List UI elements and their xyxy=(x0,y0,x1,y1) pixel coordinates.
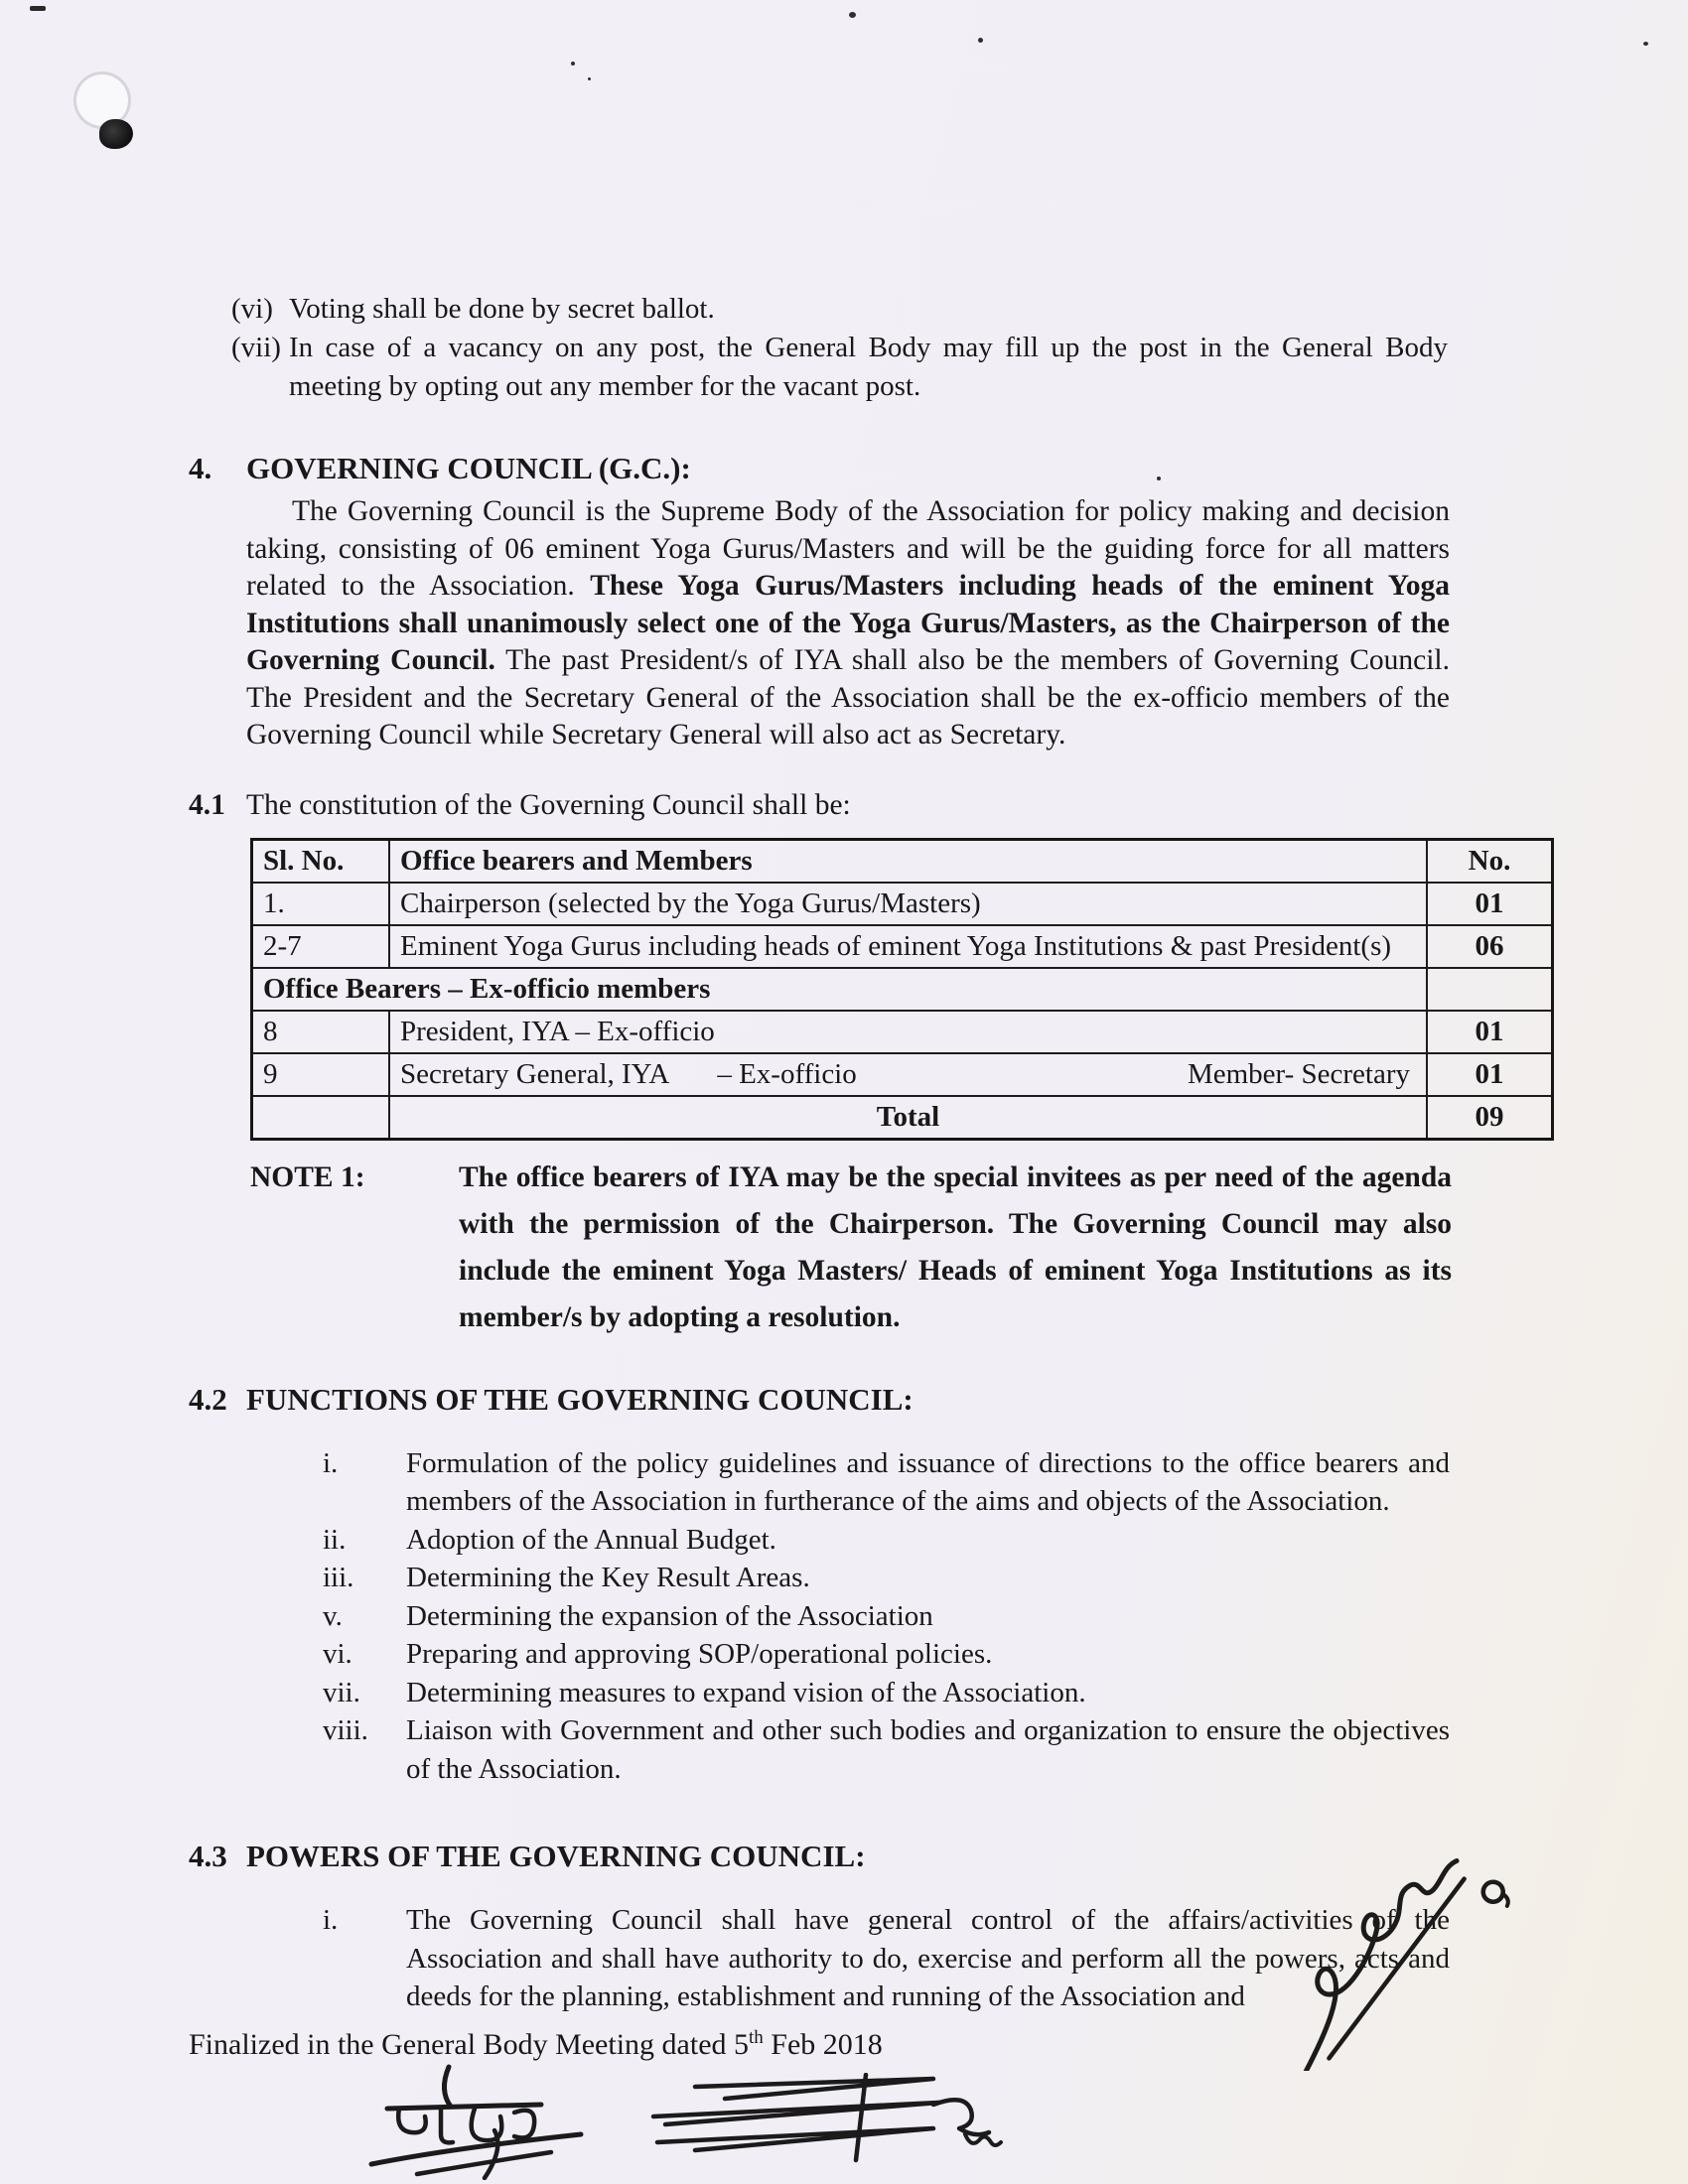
footer-superscript: th xyxy=(749,2027,764,2048)
function-item xyxy=(323,1635,1450,1674)
cell-sl: 8 xyxy=(252,1011,390,1053)
function-item-text: Adoption of the Annual Budget. xyxy=(406,1523,776,1556)
cell-desc: President, IYA – Ex-officio xyxy=(389,1011,1427,1053)
function-item-text: Preparing and approving SOP/operational policies. xyxy=(406,1638,993,1670)
paragraph-text: The Governing Council is the Supreme Body of the Association for policy making and decision taking, consisting of 06 eminent Yoga Gurus/Masters and will be the guiding force for all matters related to the Association. xyxy=(246,495,1450,602)
table-header-row xyxy=(252,839,1553,883)
signature-right xyxy=(1261,1843,1559,2076)
note-1-label: NOTE 1: xyxy=(250,1160,365,1193)
section-4-2-number: 4.2 xyxy=(189,1381,227,1417)
document-body xyxy=(0,290,1688,2016)
function-item-label: vi. xyxy=(323,1638,352,1670)
signature-center xyxy=(635,2073,1003,2177)
function-item xyxy=(323,1559,1450,1597)
function-item-label: vii. xyxy=(323,1676,360,1708)
header-no: No. xyxy=(1427,839,1553,883)
row9-member-secretary: Member- Secretary xyxy=(1187,1057,1410,1090)
section-4-paragraph xyxy=(246,493,1450,754)
header-sl-no: Sl. No. xyxy=(252,839,390,883)
function-item-label: i. xyxy=(323,1446,339,1479)
section-4-number: 4. xyxy=(189,451,212,485)
cell-no: 01 xyxy=(1427,883,1553,925)
clause-vi-label: (vi) xyxy=(231,293,273,325)
function-item-text: Determining the expansion of the Association xyxy=(406,1599,933,1632)
section-4-2-title: FUNCTIONS OF THE GOVERNING COUNCIL: xyxy=(246,1381,914,1417)
clause-vii-text: In case of a vacancy on any post, the General Body may fill up the post in the General Body meeting by opting out any member for the vacant post. xyxy=(289,332,1448,402)
scan-speck xyxy=(1643,42,1648,46)
cell-no: 01 xyxy=(1427,1011,1553,1053)
scan-speck xyxy=(571,62,575,66)
function-item-text: Liaison with Government and other such bodies and organization to ensure the objectives of the Association. xyxy=(406,1714,1450,1785)
total-label: Total xyxy=(389,1096,1427,1140)
section-4-heading xyxy=(189,446,1688,491)
clause-vii xyxy=(231,329,1448,406)
footer-text: Feb 2018 xyxy=(763,2028,883,2061)
section-4-1-heading xyxy=(189,782,1688,828)
scan-corner-mark xyxy=(30,6,46,11)
footer-text: Finalized in the General Body Meeting dated 5 xyxy=(189,2028,750,2061)
signature-left xyxy=(357,2061,616,2184)
section-4-1-title: The constitution of the Governing Council shall be: xyxy=(246,788,851,821)
scan-speck xyxy=(978,38,983,43)
ink-dot xyxy=(99,119,133,149)
total-value: 09 xyxy=(1427,1096,1553,1140)
footer-note xyxy=(189,2027,883,2062)
table-row xyxy=(252,1053,1553,1096)
section-4-1-number: 4.1 xyxy=(189,788,225,821)
function-item-label: viii. xyxy=(323,1714,368,1746)
function-item-label: ii. xyxy=(323,1523,347,1556)
table-row xyxy=(252,1011,1553,1053)
section-4-3-title: POWERS OF THE GOVERNING COUNCIL: xyxy=(246,1839,866,1873)
cell-sl: 2-7 xyxy=(252,925,390,968)
cell-sl: 1. xyxy=(252,883,390,925)
function-item xyxy=(323,1521,1450,1560)
cell-desc: Chairperson (selected by the Yoga Gurus/Masters) xyxy=(389,883,1427,925)
cell-sl-empty xyxy=(252,1096,390,1140)
paragraph-bold-text: These Yoga Gurus/Masters including heads of the eminent Yoga Institutions shall unanimously select one of the Yoga Gurus/Masters, as the Chairperson of the Governing Council. xyxy=(246,570,1450,676)
power-item-text: The Governing Council shall have general control of the affairs/activities of the Association and shall have authority to do, exercise and perform all the powers, acts and deeds for the planning, establishment and running of the Association and xyxy=(406,1904,1450,2012)
clause-vi xyxy=(231,290,1448,329)
function-item xyxy=(323,1711,1450,1788)
function-item xyxy=(323,1444,1450,1521)
function-item-label: v. xyxy=(323,1599,343,1632)
table-row xyxy=(252,883,1553,925)
cell-desc: Eminent Yoga Gurus including heads of eminent Yoga Institutions & past President(s) xyxy=(389,925,1427,968)
cell-no: 01 xyxy=(1427,1053,1553,1096)
section-4-3-number: 4.3 xyxy=(189,1839,227,1873)
section-4-title: GOVERNING COUNCIL (G.C.): xyxy=(246,451,691,485)
function-item-text: Formulation of the policy guidelines and issuance of directions to the office bearers and members of the Association in furtherance of the aims and objects of the Association. xyxy=(406,1446,1450,1517)
power-item-label: i. xyxy=(323,1904,339,1936)
scan-speck xyxy=(588,77,591,80)
span-row-label: Office Bearers – Ex-officio members xyxy=(252,968,1428,1011)
cell-desc xyxy=(389,1053,1427,1096)
table-row xyxy=(252,925,1553,968)
header-office-bearers: Office bearers and Members xyxy=(389,839,1427,883)
table-total-row xyxy=(252,1096,1553,1140)
row9-office: Secretary General, IYA xyxy=(400,1057,670,1090)
functions-list xyxy=(0,1444,1688,1789)
cell-no: 06 xyxy=(1427,925,1553,968)
section-4-2-heading xyxy=(189,1377,1688,1423)
function-item-label: iii. xyxy=(323,1562,354,1593)
row9-exofficio: – Ex-officio xyxy=(717,1057,857,1090)
clause-vi-text: Voting shall be done by secret ballot. xyxy=(289,293,715,325)
constitution-table xyxy=(250,838,1554,1141)
note-1 xyxy=(250,1155,1452,1341)
function-item-text: Determining measures to expand vision of the Association. xyxy=(406,1676,1086,1708)
paragraph-text: The past President/s of IYA shall also be the members of Governing Council. The President and the Secretary General of the Association shall be the ex-officio members of the Governing Council while Secretary General will also act as Secretary. xyxy=(246,644,1450,751)
function-item xyxy=(323,1674,1450,1712)
cell-no-empty xyxy=(1427,968,1553,1011)
clause-vii-label: (vii) xyxy=(231,332,281,363)
function-item-text: Determining the Key Result Areas. xyxy=(406,1562,810,1593)
function-item xyxy=(323,1597,1450,1636)
scan-speck xyxy=(849,12,856,18)
cell-sl: 9 xyxy=(252,1053,390,1096)
table-span-row xyxy=(252,968,1553,1011)
note-1-text: The office bearers of IYA may be the special invitees as per need of the agenda with the permission of the Chairperson. The Governing Council may also include the eminent Yoga Masters/ Heads of eminent Yoga Institutions as its member/s by adopting a resolution. xyxy=(459,1160,1452,1333)
